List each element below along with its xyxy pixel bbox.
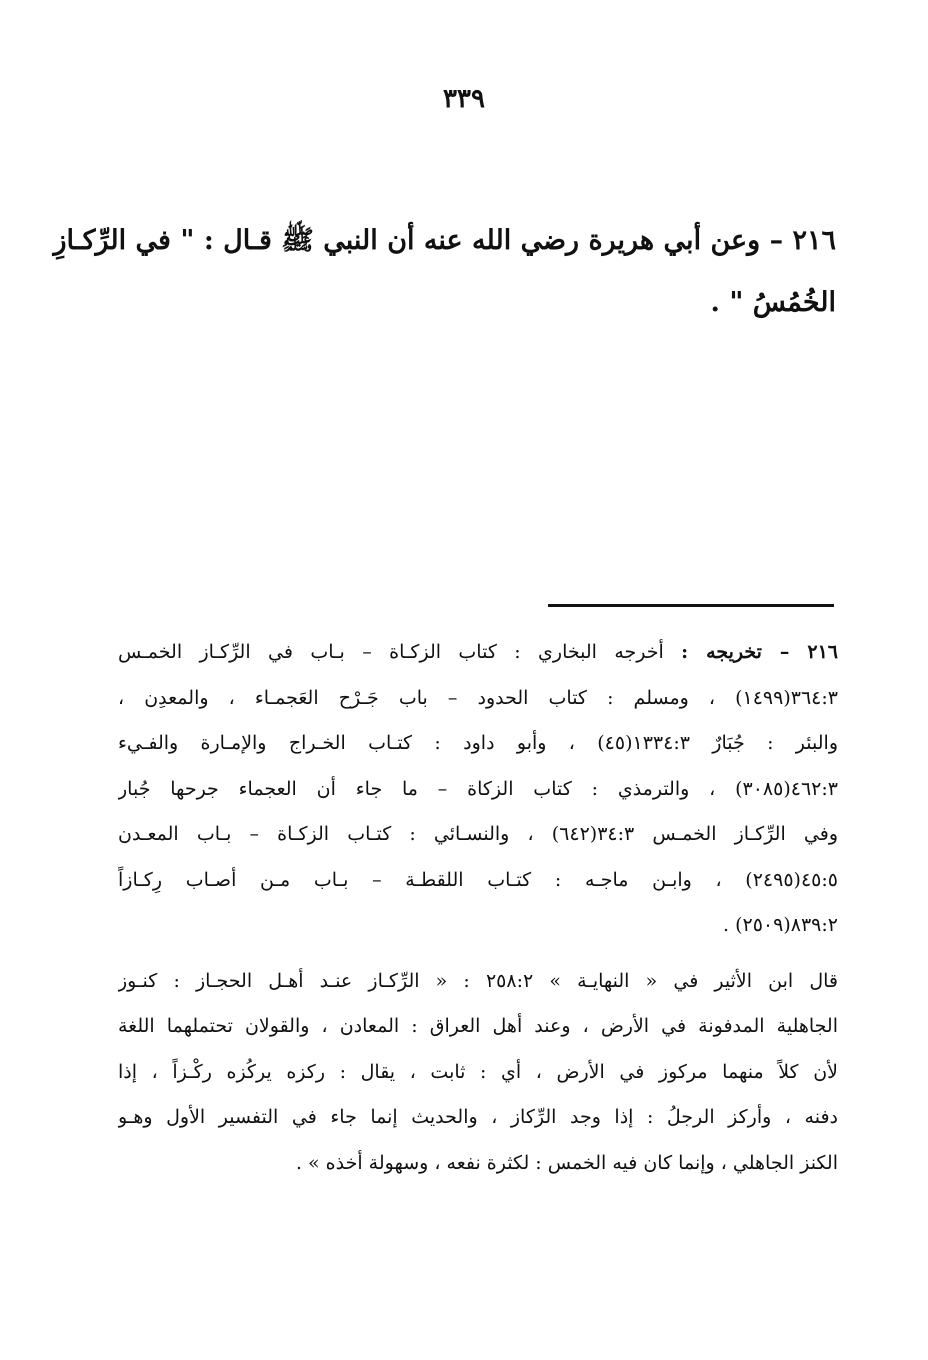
takhrij-line: والبئر : جُبَارٌ ١٣٣٤:٣(٤٥) ، وأبو داود : كتـاب الخـراج والإمـارة والفـيء: [118, 732, 838, 754]
hadith-line: الخُمُسُ " .: [710, 287, 836, 318]
page-number: ٣٣٩: [443, 84, 485, 114]
takhrij-line: ٣٦٤:٣(١٤٩٩) ، ومسلم : كتاب الحدود – باب جَـرْح العَجمـاء ، والمعدِن ،: [118, 686, 838, 709]
takhrij-line: وفي الرِّكـاز الخمـس ٣٤:٣(٦٤٢) ، والنسـائي : كتـاب الزكـاة – بـاب المعـدن: [118, 823, 838, 845]
commentary-line: قال ابن الأثير في « النهايـة » ٢٥٨:٢ : « الرِّكـاز عنـد أهـل الحجـاز : كنـوز: [118, 969, 838, 992]
hadith-text: [53, 210, 836, 334]
footnote-divider: [548, 604, 834, 607]
takhrij-label: ٢١٦ – تخريجه :: [681, 641, 838, 663]
takhrij-line: [118, 630, 838, 676]
commentary-line: الكنز الجاهلي ، وإنما كان فيه الخمس : لكثرة نفعه ، وسهولة أخذه » .: [295, 1151, 838, 1174]
commentary-line: لأن كلاً منهما مركوز في الأرض ، أي : ثابت ، يقال : ركزه يركُزه ركْـزاً ، إذا: [118, 1060, 838, 1083]
hadith-line: ٢١٦ – وعن أبي هريرة رضي الله عنه أن النبي ﷺ قـال : " في الرِّكـازِ: [53, 225, 836, 256]
footnotes: [118, 630, 838, 1186]
commentary-line: الجاهلية المدفونة في الأرض ، وعند أهل العراق : المعادن ، والقولان تحتملهما اللغة: [118, 1015, 838, 1037]
takhrij-line: ٤٦٢:٣(٣٠٨٥) ، والترمذي : كتاب الزكاة – ما جاء أن العجماء جرحها جُبار: [118, 777, 838, 800]
takhrij-first-text: أخرجه البخاري : كتاب الزكـاة – بـاب في الرِّكـاز الخمـس: [118, 641, 664, 663]
takhrij-line: ٨٣٩:٢(٢٥٠٩) .: [723, 914, 838, 936]
commentary-line: دفنه ، وأركز الرجلُ : إذا وجد الرِّكاز ، والحديث إنما جاء في التفسير الأول وهـو: [118, 1106, 838, 1128]
takhrij-line: ٤٥:٥(٢٤٩٥) ، وابـن ماجـه : كتـاب اللقطـة – بـاب مـن أصـاب رِكـازاً: [118, 868, 838, 891]
